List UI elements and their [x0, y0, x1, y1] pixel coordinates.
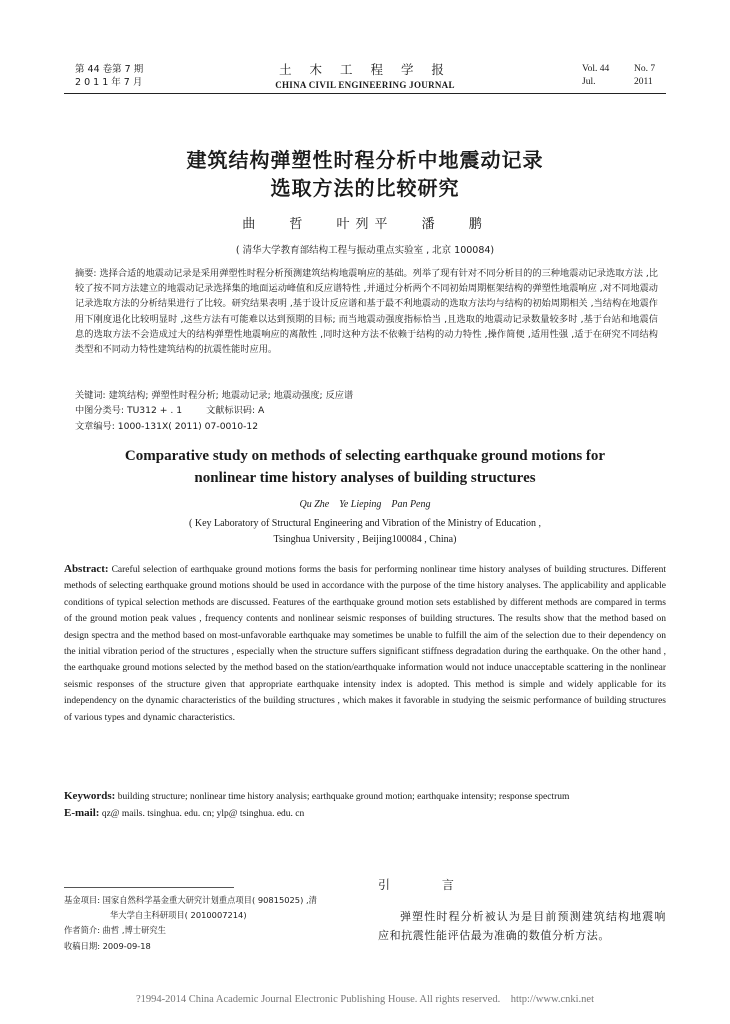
footnote-rule [64, 887, 234, 888]
fund-line1: 基金项目: 国家自然科学基金重大研究计划重点项目( 90815025) ,清 [64, 895, 317, 905]
title-en [64, 445, 666, 489]
document-code: 文献标识码: A [206, 405, 265, 417]
email-en[interactable]: qz@ mails. tsinghua. edu. cn; ylp@ tsinghua. edu. cn [101, 809, 305, 820]
no-en: No. 7 [634, 64, 656, 74]
keywords-cn: 关键词: 建筑结构; 弹塑性时程分析; 地震动记录; 地震动强度; 反应谱 [75, 390, 354, 401]
abstract-en-text: Careful selection of earthquake ground motions forms the basis for performing nonlinear time history analyses of building structures. Different methods of selecting earthquake ground motions should be used in accordance with the purpose of the time history analyses. The applicability and applicable conditions of typical selection methods are discussed. Features of the earthquake ground motion sets established by different methods are compared in terms of the ground motion peak values , frequency contents and nonlinear seismic responses of building structures. The results show that the method based on design spectra and the method based on most-unfavorable earthquake may sometimes be unable to fulfill the aim of the selection due to their dependency on the initial vibration period of the structures , especially when the structure suffers significant stiffness degradation during the earthquake. On the other hand , the earthquake ground motions selected by the method based on the station/earthquake information would not induce unacceptable scattering in the nonlinear seismic responses of the structure given that appropriate earthquake intensity index is adopted. This method is simple and widely applicable for its independency on the dynamic characteristics of the building structures , which makes it favorable in studying the seismic performance of building structures of various types and dynamic characteristics. [64, 565, 667, 723]
journal-title-en: CHINA CIVIL ENGINEERING JOURNAL [275, 80, 455, 90]
article-meta-cn [75, 388, 658, 434]
email-block [64, 805, 666, 822]
month-en: Jul. [582, 77, 596, 87]
article-number: 文章编号: 1000-131X( 2011) 07-0010-12 [75, 420, 259, 432]
copyright-footer: ?1994-2014 China Academic Journal Electronic Publishing House. All rights reserved. http://www.cnki.net [135, 994, 595, 1005]
year-en: 2011 [634, 77, 653, 87]
fund-line2: 华大学自主科研项目( 2010007214) [110, 910, 247, 921]
affiliation-en [64, 516, 666, 548]
journal-title-cn: 土 木 工 程 学 报 [279, 62, 451, 77]
affiliation-cn: ( 清华大学教育部结构工程与振动重点实验室 , 北京 100084) [235, 245, 495, 256]
keywords-en: building structure; nonlinear time history analysis; earthquake ground motion; earthquake intensity; response spectrum [117, 792, 570, 802]
title-cn-line2: 选取方法的比较研究 [270, 176, 460, 200]
received-date: 收稿日期: 2009-09-18 [64, 940, 151, 951]
title-cn-line1: 建筑结构弹塑性时程分析中地震动记录 [186, 148, 544, 172]
abstract-label: Abstract: [64, 563, 109, 575]
authors-cn: 曲 哲 叶列平 潘 鹏 [242, 217, 488, 232]
authors-en: Qu Zhe Ye Lieping Pan Peng [299, 499, 431, 510]
vol-en: Vol. 44 [582, 64, 610, 74]
article-meta-en [64, 788, 666, 823]
keywords-label: Keywords: [64, 790, 116, 802]
section-heading-intro: 引 言 [378, 878, 478, 892]
header-rule [64, 93, 666, 94]
author-intro: 作者简介: 曲哲 ,博士研究生 [64, 925, 166, 936]
header-volume-issue [75, 63, 143, 89]
header-vol-no [582, 63, 655, 89]
intro-paragraph: 弹塑性时程分析被认为是目前预测建筑结构地震响应和抗震性能评估最为准确的数值分析方法。 [378, 910, 666, 942]
volume-cn: 第 44 卷第 7 期 [75, 64, 144, 75]
title-en-line1: Comparative study on methods of selecting earthquake ground motions for [124, 448, 606, 464]
footnote [64, 893, 364, 954]
affiliation-en-line1: ( Key Laboratory of Structural Engineering and Vibration of the Ministry of Education , [189, 518, 541, 529]
date-cn: 2 0 1 1 年 7 月 [75, 77, 143, 88]
email-label: E-mail: [64, 807, 100, 820]
clc-number: 中图分类号: TU312 + . 1 [75, 405, 183, 417]
abstract-en [64, 561, 666, 726]
header-journal [200, 60, 530, 90]
keywords-en-block [64, 788, 666, 805]
title-cn [64, 146, 666, 202]
affiliation-en-line2: Tsinghua University , Beijing100084 , China) [273, 534, 457, 545]
abstract-cn: 摘要: 选择合适的地震动记录是采用弹塑性时程分析预测建筑结构地震响应的基础。列举了现有针对不同分析目的的三种地震动记录选取方法 ,比较了按不同方法建立的地震动记录选择集的地面运动峰值和反应谱特性 ,并通过分析两个不同初始周期框架结构的弹塑性地震响应 ,对不同地震动记录选取方法的分析结果进行了比较。研究结果表明 ,基于设计反应谱和基于最不利地震动的选取方法均与结构的初始周期相关 ,当结构在地震作用下刚度退化比较明显时 ,这些方法有可能难以达到预期的目标; 而当地震动强度指标恰当 ,且选取的地震动记录数量较多时 ,基于台站和地震信息的选取方法不会造成过大的结构弹塑性地震响应的离散性 ,同时这种方法不依赖于结构的动力特性 ,操作简便 ,适用性强 ,适于在研究不同结构类型和不同动力特性建筑结构的抗震性能时应用。 [75, 268, 658, 356]
title-en-line2: nonlinear time history analyses of building structures [194, 470, 536, 486]
